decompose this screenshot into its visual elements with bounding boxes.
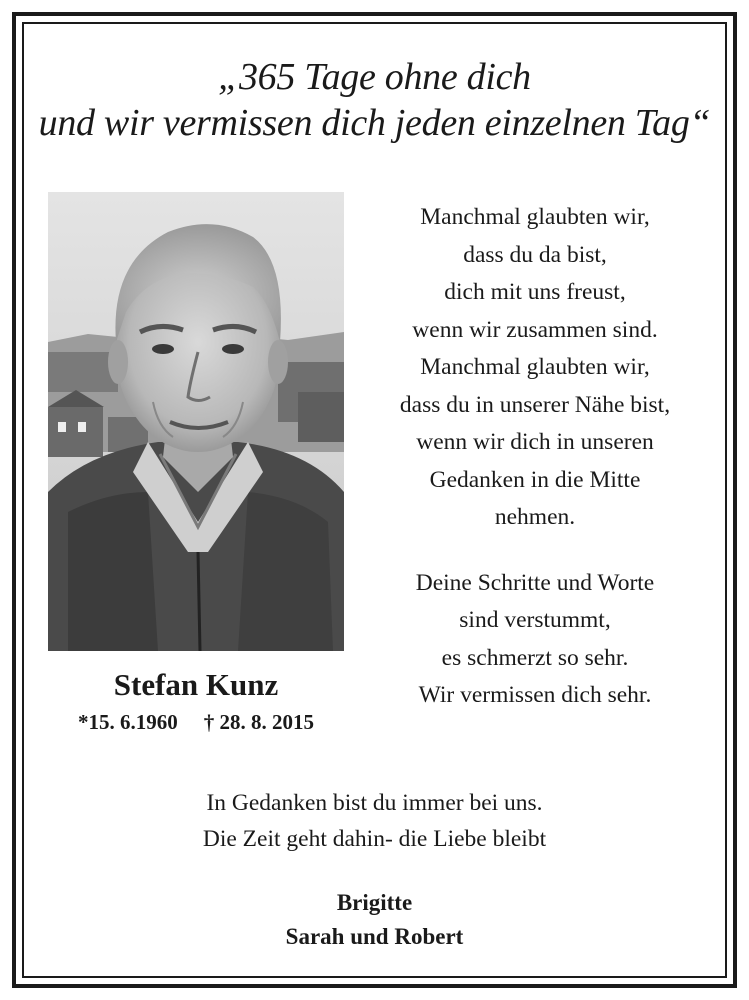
poem-line: es schmerzt so sehr. bbox=[441, 644, 629, 671]
poem-line: Manchmal glaubten wir, bbox=[420, 354, 650, 380]
signature-line-1: Brigitte bbox=[336, 890, 413, 915]
headline-line-1: „365 Tage ohne dich bbox=[218, 56, 531, 98]
signature-line-2: Sarah und Robert bbox=[285, 924, 464, 949]
closing-line-1: In Gedanken bist du immer bei uns. bbox=[206, 790, 543, 816]
stanza-divider bbox=[365, 537, 705, 565]
poem-line: dass du in unserer Nähe bist, bbox=[399, 391, 671, 418]
poem-line: wenn wir dich in unseren bbox=[416, 429, 654, 455]
poem-line: nehmen. bbox=[494, 504, 576, 530]
poem-line: wenn wir zusammen sind. bbox=[412, 316, 658, 343]
poem-line: Deine Schritte und Worte bbox=[415, 569, 655, 596]
poem-line: Wir vermissen dich sehr. bbox=[418, 682, 652, 708]
closing-words bbox=[22, 785, 727, 857]
deceased-name: Stefan Kunz bbox=[113, 667, 279, 702]
poem-line: dich mit uns freust, bbox=[444, 279, 626, 305]
portrait-photo bbox=[48, 192, 344, 651]
closing-line-2: Die Zeit geht dahin- die Liebe bleibt bbox=[202, 826, 547, 852]
headline-line-2: und wir vermissen dich jeden einzelnen Tag“ bbox=[38, 102, 711, 144]
headline-quote bbox=[22, 54, 727, 146]
poem-line: Manchmal glaubten wir, bbox=[420, 204, 650, 230]
poem-line: sind verstummt, bbox=[459, 607, 611, 633]
poem-line: dass du da bist, bbox=[463, 241, 607, 268]
life-dates bbox=[48, 708, 344, 736]
poem-line: Gedanken in die Mitte bbox=[429, 466, 641, 493]
mourners-signature bbox=[22, 886, 727, 954]
memorial-poem bbox=[365, 199, 705, 715]
birth-date: *15. 6.1960 bbox=[78, 710, 178, 734]
death-date: † 28. 8. 2015 bbox=[203, 710, 314, 734]
